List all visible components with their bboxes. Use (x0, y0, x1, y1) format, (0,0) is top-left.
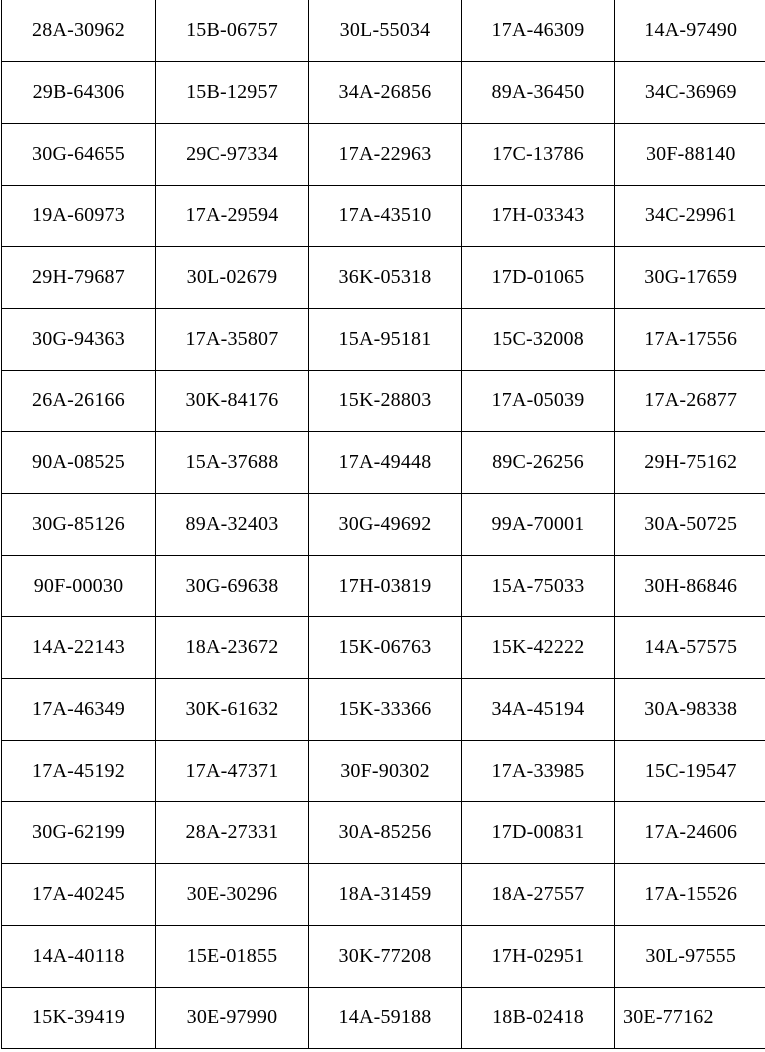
table-cell: 30F-90302 (309, 740, 462, 802)
table-cell: 30H-86846 (615, 555, 765, 617)
license-plate-table (1, 0, 765, 1049)
table-cell: 17A-15526 (615, 864, 765, 926)
table-row (2, 555, 765, 617)
table-cell: 14A-40118 (2, 925, 156, 987)
table-row (2, 679, 765, 741)
table-cell: 90A-08525 (2, 432, 156, 494)
table-row (2, 494, 765, 556)
table-cell: 17D-00831 (462, 802, 615, 864)
table-cell: 34A-26856 (309, 62, 462, 124)
table-cell: 30G-69638 (156, 555, 309, 617)
table-cell: 17A-24606 (615, 802, 765, 864)
table-cell: 28A-27331 (156, 802, 309, 864)
table-row (2, 864, 765, 926)
table-cell: 17A-47371 (156, 740, 309, 802)
table-cell: 15K-06763 (309, 617, 462, 679)
table-cell: 29B-64306 (2, 62, 156, 124)
table-cell: 15K-33366 (309, 679, 462, 741)
table-cell: 29C-97334 (156, 123, 309, 185)
table-cell: 30A-85256 (309, 802, 462, 864)
table-cell: 17C-13786 (462, 123, 615, 185)
table-cell: 30A-50725 (615, 494, 765, 556)
table-cell: 15A-75033 (462, 555, 615, 617)
table-row (2, 740, 765, 802)
table-cell: 30G-64655 (2, 123, 156, 185)
table-cell: 30G-49692 (309, 494, 462, 556)
table-cell: 14A-22143 (2, 617, 156, 679)
table-cell: 17A-22963 (309, 123, 462, 185)
table-cell: 17A-40245 (2, 864, 156, 926)
table-cell: 17A-46349 (2, 679, 156, 741)
table-cell: 15A-95181 (309, 308, 462, 370)
table-cell: 18A-31459 (309, 864, 462, 926)
table-cell: 15B-12957 (156, 62, 309, 124)
table-cell: 17A-33985 (462, 740, 615, 802)
table-cell: 36K-05318 (309, 247, 462, 309)
table-cell: 15C-19547 (615, 740, 765, 802)
table-row (2, 308, 765, 370)
table-cell: 15B-06757 (156, 0, 309, 62)
table-cell: 15A-37688 (156, 432, 309, 494)
table-cell: 15K-42222 (462, 617, 615, 679)
table-row (2, 987, 765, 1049)
table-cell: 89A-32403 (156, 494, 309, 556)
table-cell: 30G-17659 (615, 247, 765, 309)
table-row (2, 247, 765, 309)
table-cell: 15E-01855 (156, 925, 309, 987)
table-cell: 15K-39419 (2, 987, 156, 1049)
table-cell: 30F-88140 (615, 123, 765, 185)
table-cell: 30E-30296 (156, 864, 309, 926)
table-cell: 30L-55034 (309, 0, 462, 62)
table-row (2, 62, 765, 124)
table-cell: 17A-49448 (309, 432, 462, 494)
table-row (2, 432, 765, 494)
table-row (2, 123, 765, 185)
table-cell: 30G-94363 (2, 308, 156, 370)
table-row (2, 0, 765, 62)
table-cell: 30L-02679 (156, 247, 309, 309)
table-cell: 17A-43510 (309, 185, 462, 247)
table-cell: 89A-36450 (462, 62, 615, 124)
table-cell: 18B-02418 (462, 987, 615, 1049)
table-cell: 17A-17556 (615, 308, 765, 370)
table-cell: 30K-61632 (156, 679, 309, 741)
table-cell: 15K-28803 (309, 370, 462, 432)
table-cell: 29H-79687 (2, 247, 156, 309)
table-cell: 17A-35807 (156, 308, 309, 370)
table-cell: 99A-70001 (462, 494, 615, 556)
table-row (2, 925, 765, 987)
table-cell: 30A-98338 (615, 679, 765, 741)
table-cell: 34C-36969 (615, 62, 765, 124)
table-cell: 17H-03819 (309, 555, 462, 617)
table-cell: 14A-97490 (615, 0, 765, 62)
table-cell: 30K-77208 (309, 925, 462, 987)
table-cell: 26A-26166 (2, 370, 156, 432)
table-cell: 14A-57575 (615, 617, 765, 679)
table-cell: 30G-85126 (2, 494, 156, 556)
table-cell: 29H-75162 (615, 432, 765, 494)
table-cell: 15C-32008 (462, 308, 615, 370)
table-cell: 30K-84176 (156, 370, 309, 432)
table-row (2, 185, 765, 247)
table-row (2, 802, 765, 864)
table-cell: 28A-30962 (2, 0, 156, 62)
table-cell: 34A-45194 (462, 679, 615, 741)
table-cell: 17A-26877 (615, 370, 765, 432)
table-cell: 17A-05039 (462, 370, 615, 432)
table-row (2, 370, 765, 432)
table-cell: 89C-26256 (462, 432, 615, 494)
table-cell: 90F-00030 (2, 555, 156, 617)
table-cell: 14A-59188 (309, 987, 462, 1049)
table-cell: 30E-97990 (156, 987, 309, 1049)
table-cell: 19A-60973 (2, 185, 156, 247)
table-cell: 17A-46309 (462, 0, 615, 62)
table-cell: 17A-29594 (156, 185, 309, 247)
table-cell: 30G-62199 (2, 802, 156, 864)
table-cell: 17H-02951 (462, 925, 615, 987)
table-cell: 30E-77162 (615, 987, 765, 1049)
table-cell: 30L-97555 (615, 925, 765, 987)
table-cell: 34C-29961 (615, 185, 765, 247)
table-cell: 17D-01065 (462, 247, 615, 309)
table-body (2, 0, 765, 1049)
table-row (2, 617, 765, 679)
table-cell: 18A-23672 (156, 617, 309, 679)
table-cell: 18A-27557 (462, 864, 615, 926)
table-cell: 17H-03343 (462, 185, 615, 247)
table-cell: 17A-45192 (2, 740, 156, 802)
